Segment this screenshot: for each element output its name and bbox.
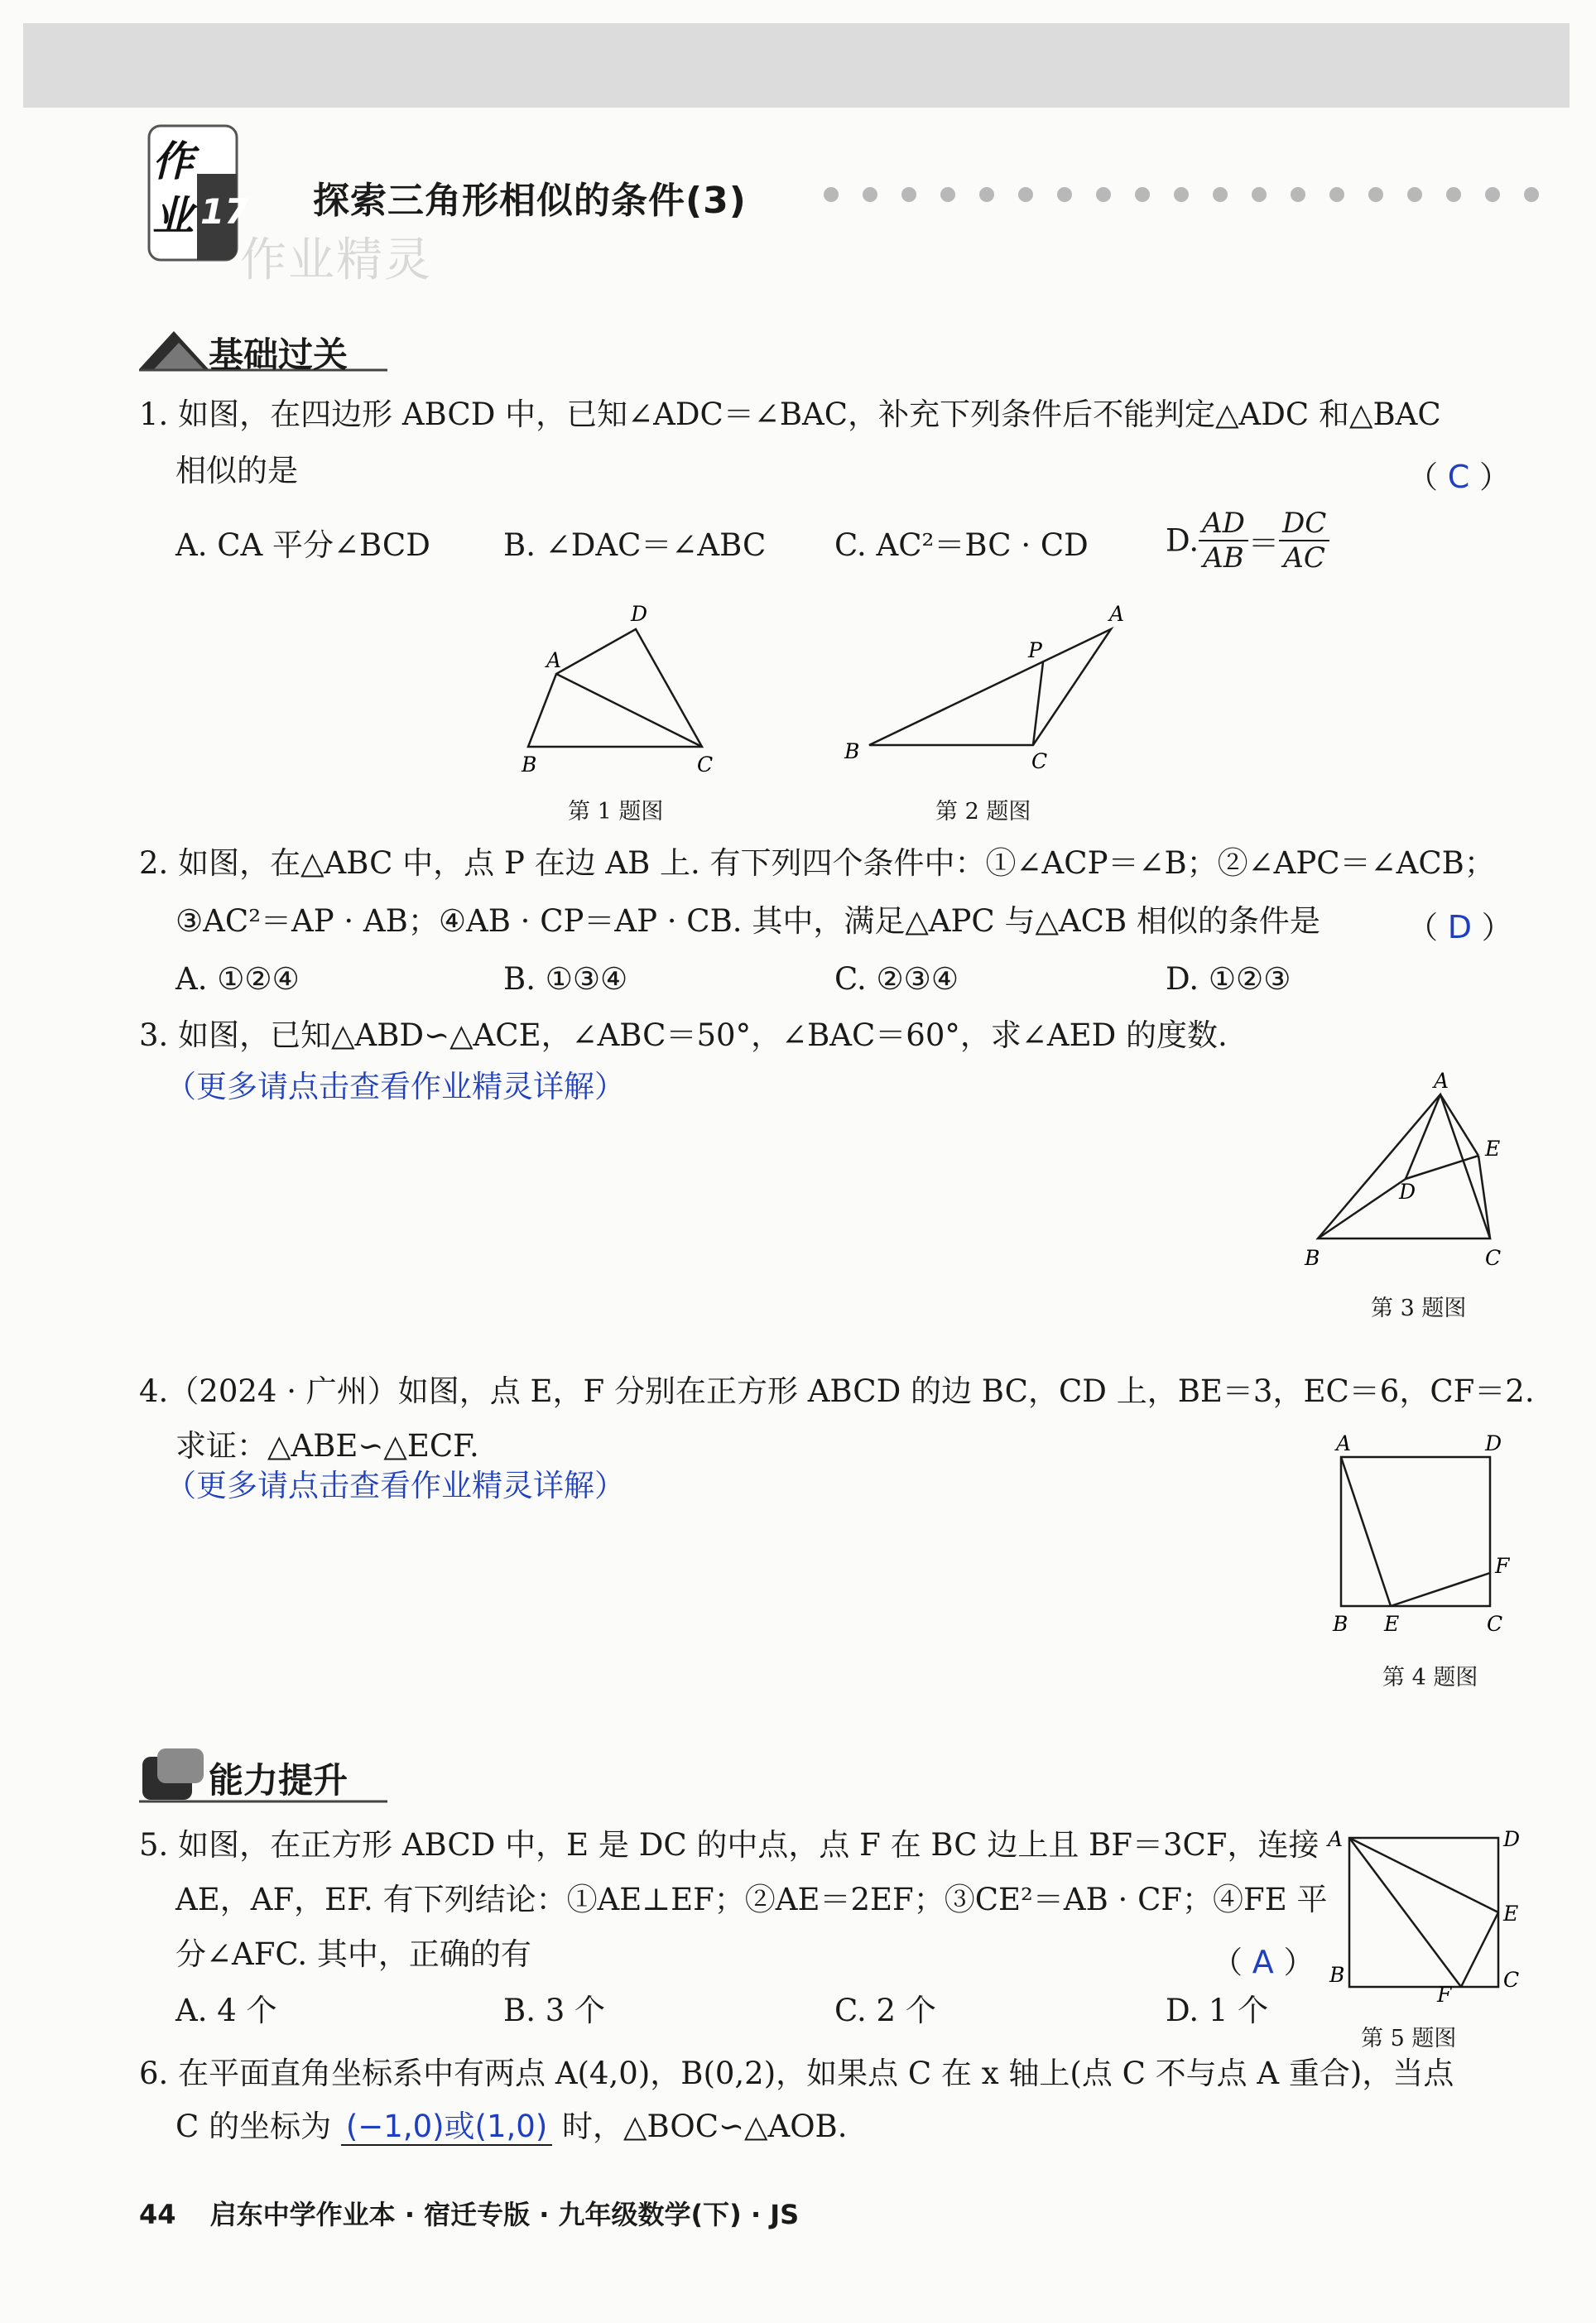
title-dot	[863, 187, 877, 202]
q4-detail-link[interactable]: （更多请点击查看作业精灵详解）	[166, 1468, 625, 1503]
fig5-caption: 第 5 题图	[1361, 2026, 1457, 2051]
q2-option-a: A. ①②④	[175, 961, 300, 997]
fig4-label-a: A	[1336, 1431, 1352, 1455]
figure-1	[513, 596, 745, 778]
figure-4	[1316, 1424, 1523, 1639]
q2-line1: 2. 如图，在△ABC 中，点 P 在边 AB 上. 有下列四个条件中：①∠ACP＝∠B；②∠APC＝∠ACB；	[139, 845, 1495, 881]
fig5-label-d: D	[1503, 1827, 1521, 1851]
title-dot	[1291, 187, 1305, 202]
watermark: 作业精灵	[240, 233, 432, 287]
fig3-label-e: E	[1485, 1137, 1501, 1161]
section-title-basic: 基础过关	[209, 334, 349, 375]
q1-frac2	[1279, 507, 1329, 575]
q1-option-d-eq: ＝	[1247, 526, 1279, 561]
fig4-caption: 第 4 题图	[1382, 1665, 1478, 1691]
q5-answer-box: （ A ）	[1212, 1944, 1315, 1980]
fig4-label-d: D	[1485, 1431, 1502, 1455]
fig2-label-p: P	[1028, 638, 1042, 662]
fig2-label-c: C	[1031, 749, 1048, 773]
q5-option-a: A. 4 个	[175, 1993, 277, 2028]
q2-answer: D	[1447, 909, 1473, 945]
badge-top-char: 作	[152, 137, 194, 185]
fig2-caption: 第 2 题图	[935, 799, 1031, 825]
footer-text: 启东中学作业本 · 宿迁专版 · 九年级数学(下) · JS	[209, 2199, 800, 2230]
title-dot	[1213, 187, 1228, 202]
title-dot	[1485, 187, 1500, 202]
fig5-label-e: E	[1503, 1902, 1519, 1926]
q2-answer-box: （ D ）	[1407, 909, 1512, 945]
q1-frac2-den: AC	[1283, 541, 1325, 575]
fig1-label-c: C	[697, 753, 714, 777]
q1-answer-box: （ C ）	[1407, 459, 1511, 495]
fig3-label-c: C	[1485, 1246, 1502, 1270]
q1-option-c: C. AC²＝BC · CD	[834, 527, 1089, 563]
q1-answer: C	[1447, 459, 1470, 495]
q1-frac1	[1199, 507, 1248, 575]
q1-option-d-prefix: D.	[1166, 522, 1199, 559]
q4-line1: 4.（2024 · 广州）如图，点 E，F 分别在正方形 ABCD 的边 BC，CD 上，BE＝3，EC＝6，CF＝2.	[139, 1373, 1535, 1409]
fig3-caption: 第 3 题图	[1371, 1296, 1467, 1321]
q5-line3: 分∠AFC. 其中，正确的有	[175, 1936, 531, 1972]
fig5-label-f: F	[1437, 1983, 1452, 2007]
figure-5	[1324, 1821, 1523, 2007]
q5-option-c: C. 2 个	[834, 1993, 936, 2028]
q1-option-a: A. CA 平分∠BCD	[175, 527, 430, 563]
fig5-label-a: A	[1328, 1827, 1344, 1851]
q2-option-d: D. ①②③	[1166, 961, 1291, 997]
fig2-label-b: B	[844, 739, 860, 763]
title-dot	[1252, 187, 1267, 202]
fig4-label-b: B	[1333, 1612, 1348, 1636]
q1-option-d	[1166, 507, 1329, 575]
q2-option-c: C. ②③④	[834, 961, 959, 997]
figure-2	[836, 596, 1151, 778]
q2-line2: ③AC²＝AP · AB；④AB · CP＝AP · CB. 其中，满足△APC 与△ACB 相似的条件是	[175, 903, 1320, 939]
title-dots	[821, 184, 1566, 205]
q6-line2-prefix: C 的坐标为	[175, 2109, 332, 2144]
fig3-label-d: D	[1399, 1180, 1416, 1204]
q5-line2: AE，AF，EF. 有下列结论：①AE⊥EF；②AE＝2EF；③CE²＝AB · CF；④FE 平	[175, 1882, 1328, 1917]
title-dot	[1018, 187, 1033, 202]
q5-answer: A	[1252, 1944, 1274, 1980]
figure-3	[1291, 1068, 1523, 1275]
title-dot	[1446, 187, 1461, 202]
q6-line2	[175, 2106, 847, 2147]
top-band	[23, 23, 1570, 108]
fig1-label-b: B	[522, 753, 537, 777]
title-dot	[979, 187, 994, 202]
q4-line2: 求证：△ABE∽△ECF.	[175, 1428, 479, 1464]
title-dot	[1329, 187, 1344, 202]
fig4-label-c: C	[1487, 1612, 1503, 1636]
q6-answer: (−1,0)或(1,0)	[341, 2109, 552, 2146]
q3-detail-link[interactable]: （更多请点击查看作业精灵详解）	[166, 1069, 625, 1104]
badge-number: 17	[200, 191, 249, 232]
q6-line1: 6. 在平面直角坐标系中有两点 A(4,0)，B(0,2)，如果点 C 在 x 轴上(点 C 不与点 A 重合)，当点	[139, 2056, 1454, 2091]
fig4-label-f: F	[1495, 1554, 1510, 1578]
q5-option-b: B. 3 个	[503, 1993, 606, 2028]
fig2-label-a: A	[1109, 602, 1125, 626]
page-number: 44	[139, 2199, 176, 2230]
q1-frac1-num: AD	[1199, 507, 1248, 541]
title-dot	[824, 187, 839, 202]
q1-frac2-num: DC	[1279, 507, 1329, 541]
fig1-caption: 第 1 题图	[568, 799, 664, 825]
title-dot	[1174, 187, 1189, 202]
title-dot	[1135, 187, 1150, 202]
fig1-label-a: A	[546, 648, 562, 672]
title-dot	[1524, 187, 1539, 202]
q1-line1: 1. 如图，在四边形 ABCD 中，已知∠ADC＝∠BAC，补充下列条件后不能判定△ADC 和△BAC	[139, 397, 1441, 432]
page-footer	[139, 2194, 799, 2232]
fig5-label-b: B	[1329, 1963, 1345, 1987]
title-dot	[1096, 187, 1111, 202]
title-dot	[1368, 187, 1383, 202]
badge-bottom-char: 业	[152, 192, 194, 240]
q1-frac1-den: AB	[1203, 541, 1244, 575]
title-dot	[940, 187, 955, 202]
title-dot	[901, 187, 916, 202]
q1-line2: 相似的是	[175, 453, 298, 488]
page-title: 探索三角形相似的条件(3)	[313, 180, 747, 222]
fig5-label-c: C	[1503, 1968, 1520, 1992]
homework-badge	[147, 124, 249, 263]
fig3-label-a: A	[1434, 1069, 1449, 1093]
q5-option-d: D. 1 个	[1166, 1993, 1269, 2028]
q1-option-b: B. ∠DAC＝∠ABC	[503, 527, 767, 563]
q2-option-b: B. ①③④	[503, 961, 628, 997]
title-dot	[1407, 187, 1422, 202]
title-dot	[1057, 187, 1072, 202]
q5-line1: 5. 如图，在正方形 ABCD 中，E 是 DC 的中点，点 F 在 BC 边上且 BF＝3CF，连接	[139, 1827, 1320, 1863]
q3-line1: 3. 如图，已知△ABD∽△ACE，∠ABC＝50°，∠BAC＝60°，求∠AED 的度数.	[139, 1017, 1228, 1053]
fig1-label-d: D	[631, 602, 648, 626]
fig3-label-b: B	[1305, 1246, 1320, 1270]
q6-line2-suffix: 时，△BOC∽△AOB.	[562, 2109, 848, 2144]
fig4-label-e: E	[1384, 1612, 1400, 1636]
section-title-advanced: 能力提升	[209, 1760, 349, 1801]
